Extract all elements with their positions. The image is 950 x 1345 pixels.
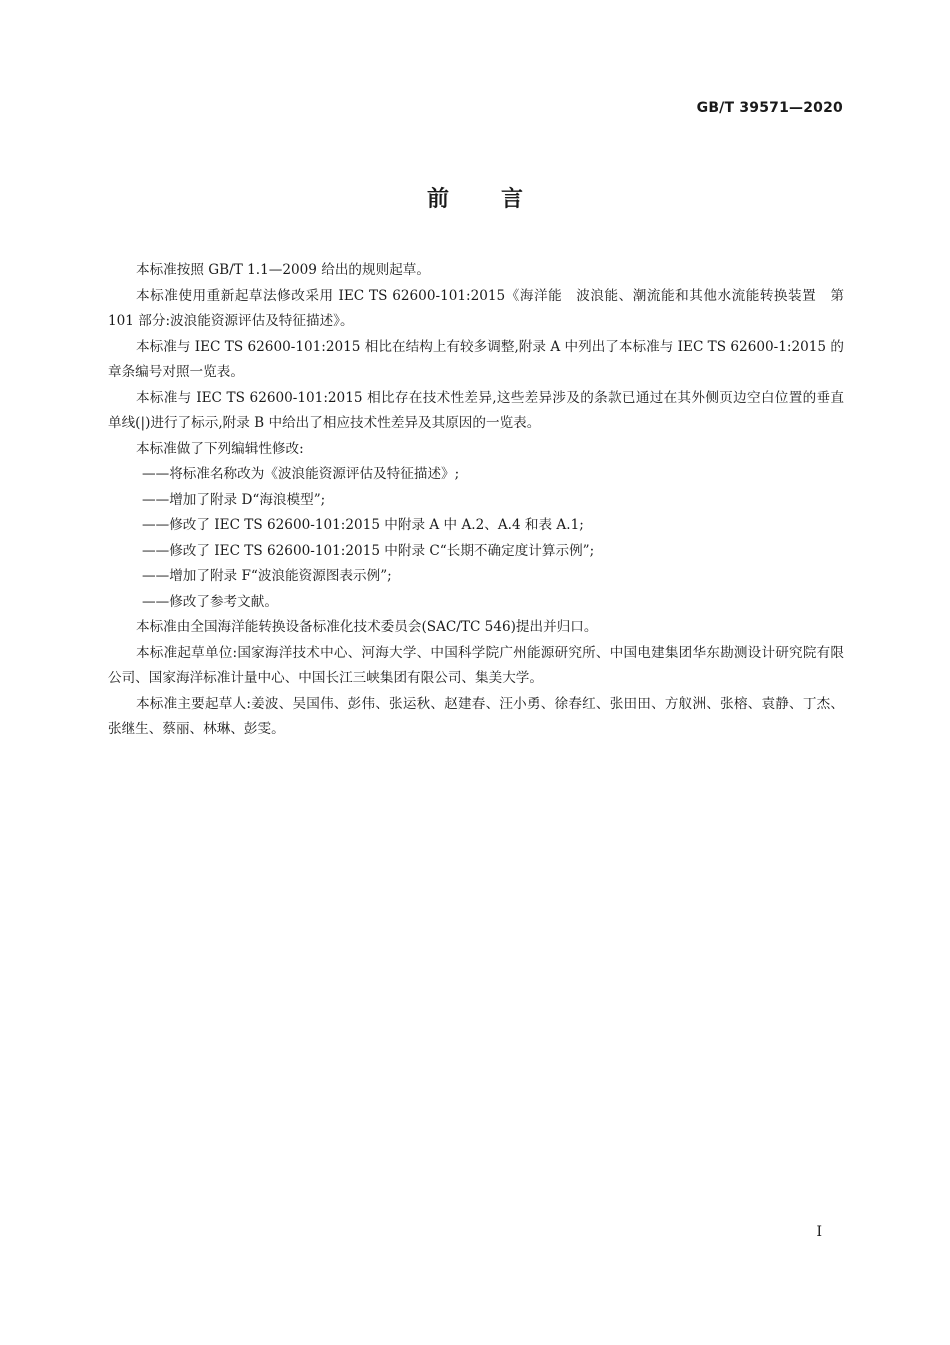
list-item-editorial-change: ——修改了 IEC TS 62600-101:2015 中附录 A 中 A.2、A.4 和表 A.1; <box>142 517 584 533</box>
paragraph-drafters: 本标准主要起草人:姜波、吴国伟、彭伟、张运秋、赵建春、汪小勇、徐春红、张田田、方舣洲、张榕、袁静、丁杰、张继生、蔡丽、林琳、彭雯。 <box>108 695 844 737</box>
page-number: I <box>816 1224 822 1240</box>
page-title-part-2: 言 <box>501 187 524 212</box>
list-item-editorial-change: ——增加了附录 D“海浪模型”; <box>142 491 326 508</box>
paragraph-structure-changes: 本标准与 IEC TS 62600-101:2015 相比在结构上有较多调整,附录 A 中列出了本标准与 IEC TS 62600-1:2015 的章条编号对照一览表。 <box>108 338 844 380</box>
list-item-editorial-change: ——将标准名称改为《波浪能资源评估及特征描述》; <box>142 466 460 482</box>
paragraph-editorial-changes-intro: 本标准做了下列编辑性修改: <box>136 440 304 457</box>
paragraph-drafting-rules: 本标准按照 GB/T 1.1—2009 给出的规则起草。 <box>136 262 430 278</box>
list-item-editorial-change: ——修改了参考文献。 <box>142 593 278 610</box>
page-title <box>0 182 950 213</box>
foreword-body <box>108 258 844 743</box>
list-item-editorial-change: ——增加了附录 F“波浪能资源图表示例”; <box>142 568 392 584</box>
paragraph-drafting-units: 本标准起草单位:国家海洋技术中心、河海大学、中国科学院广州能源研究所、中国电建集团华东勘测设计研究院有限公司、国家海洋标准计量中心、中国长江三峡集团有限公司、集美大学。 <box>108 644 844 686</box>
paragraph-proposer: 本标准由全国海洋能转换设备标准化技术委员会(SAC/TC 546)提出并归口。 <box>136 619 598 635</box>
list-item-editorial-change: ——修改了 IEC TS 62600-101:2015 中附录 C“长期不确定度计算示例”; <box>142 542 595 559</box>
paragraph-technical-differences: 本标准与 IEC TS 62600-101:2015 相比存在技术性差异,这些差异涉及的条款已通过在其外侧页边空白位置的垂直单线(|)进行了标示,附录 B 中给出了相应技术性差异及其原因的一览表。 <box>108 389 844 431</box>
page-title-part-1: 前 <box>426 187 449 212</box>
paragraph-adoption-method: 本标准使用重新起草法修改采用 IEC TS 62600-101:2015《海洋能 波浪能、潮流能和其他水流能转换装置 第 101 部分:波浪能资源评估及特征描述》。 <box>108 287 844 329</box>
standard-number: GB/T 39571—2020 <box>696 100 843 116</box>
